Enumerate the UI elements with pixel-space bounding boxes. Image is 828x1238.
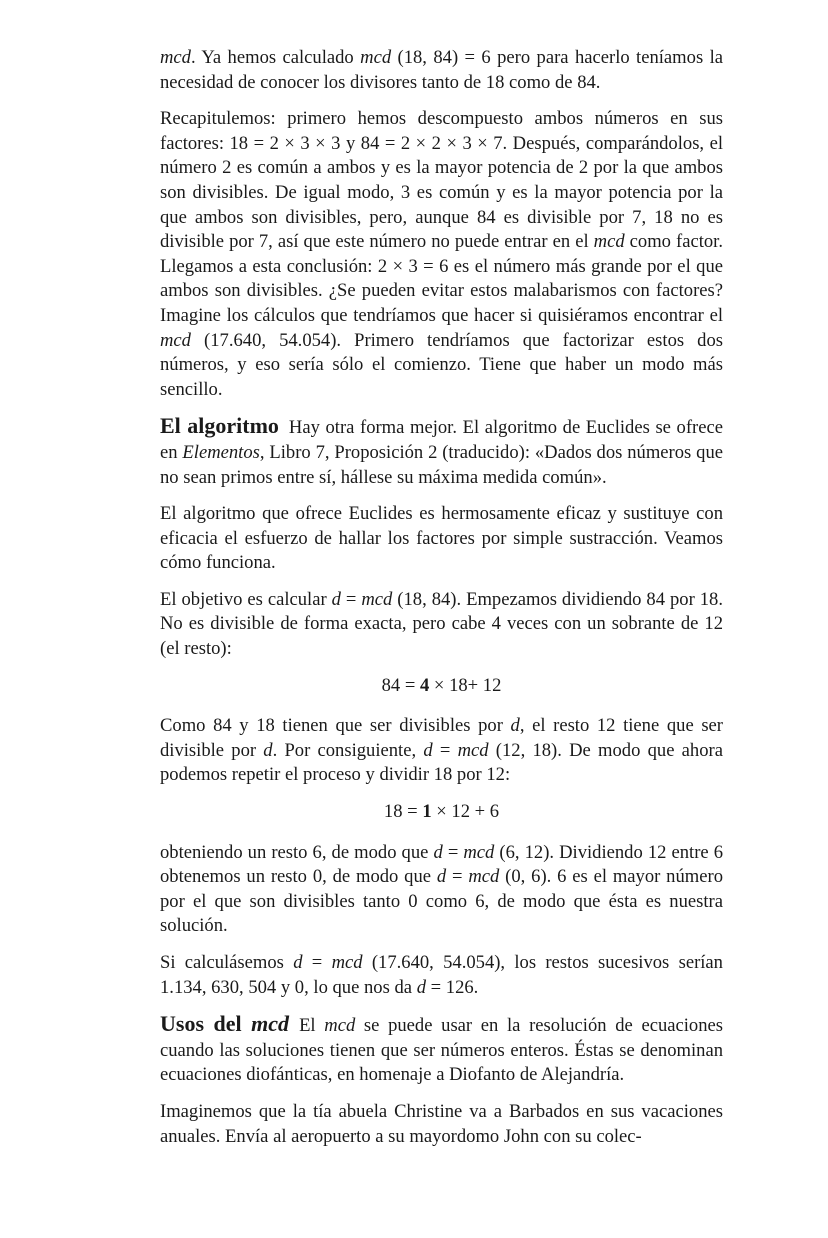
text-run: (17.640, 54.054), los restos sucesivos serían 1.134, 630, 504 y 0, lo que nos da	[160, 952, 723, 998]
italic-term: d	[510, 715, 520, 737]
text-run: = 126.	[425, 976, 479, 998]
paragraph-objective	[160, 588, 723, 662]
section-heading-algorithm: El algoritmo	[160, 413, 279, 439]
paragraph-algorithm	[160, 414, 723, 490]
italic-term: mcd	[463, 841, 495, 863]
paragraph-divisible	[160, 714, 723, 788]
text-run: como factor. Llegamos a esta conclusión: 2 × 3 = 6 es el número más grande por el que ambos son divisibles. ¿Se pueden evitar estos malabarismos con factores? Imagine los cálculos que tendríamos que hacer si quisiéramos encontrar el	[160, 231, 723, 326]
text-run: (12, 18). De modo que ahora podemos repetir el proceso y dividir 18 por 12:	[160, 739, 723, 786]
italic-term: Elementos	[182, 441, 260, 463]
text-run: Como 84 y 18 tienen que ser divisibles por	[160, 715, 511, 737]
text-run: . Ya hemos calculado	[190, 47, 361, 68]
text-run: . Por consiguiente,	[272, 739, 424, 761]
text-run: El objetivo es calcular	[160, 588, 332, 610]
italic-term: d	[433, 841, 443, 863]
text-run: , el resto 12 tiene que ser divisible por	[160, 715, 723, 761]
text-run: , Libro 7, Proposición 2 (traducido): «Dados dos números que no sean primos entre sí, hállese su máxima medida común».	[160, 441, 723, 488]
italic-term: d	[331, 588, 341, 610]
text-run: El algoritmo que ofrece Euclides es hermosamente eficaz y sustituye con eficacia el esfuerzo de hallar los factores por simple sustracción. Veamos cómo funciona.	[160, 503, 723, 574]
page-text	[160, 46, 723, 1161]
text-run: =	[302, 952, 332, 973]
section-heading-uses: Usos del mcd	[160, 1011, 290, 1037]
italic-term: d	[263, 739, 273, 761]
italic-term: mcd	[361, 588, 393, 610]
text-run: Imaginemos que la tía abuela Christine va a Barbados en sus vacaciones anuales. Envía al aeropuerto a su mayordomo John con su colec-	[160, 1100, 723, 1147]
text-run: =	[442, 841, 464, 863]
text-run: (0, 6). 6 es el mayor número por el que son divisibles tanto 0 como 6, de modo que ésta es nuestra solución.	[160, 866, 723, 937]
paragraph-large-example	[160, 951, 723, 1000]
paragraph-christine	[160, 1100, 723, 1149]
italic-term: d	[436, 866, 447, 888]
text-run: obteniendo un resto 6, de modo que	[160, 841, 434, 863]
italic-term: mcd	[593, 231, 625, 253]
italic-term: d	[293, 952, 303, 973]
paragraph-remainder	[160, 841, 723, 939]
italic-term: mcd	[331, 952, 363, 973]
italic-term: d	[423, 739, 433, 761]
text-run: (6, 12). Dividiendo 12 entre 6 obtenemos un resto 0, de modo que	[160, 841, 723, 888]
italic-term: mcd	[160, 329, 191, 351]
italic-term: mcd	[468, 866, 500, 888]
text-run: Recapitulemos: primero hemos descompuesto ambos números en sus factores: 18 = 2 × 3 × 3 y 84 = 2 × 2 × 3 × 7. Después, comparándolos, el número 2 es común a ambos y es la mayor potencia de 2 por la que ambos son divisibles. De igual modo, 3 es común y es la mayor potencia por la que ambos son divisibles, pero, aunque 84 es divisible por 7, 18 no es divisible por 7, así que este número no puede entrar en el	[160, 108, 723, 253]
text-run: (18, 84). Empezamos dividiendo 84 por 18. No es divisible de forma exacta, pero cabe 4 veces con un sobrante de 12 (el resto):	[160, 588, 723, 660]
text-run: (18, 84) = 6 pero para hacerlo teníamos la necesidad de conocer los divisores tanto de 18 como de 84.	[160, 47, 723, 93]
paragraph-recap	[160, 107, 723, 402]
text-run: se puede usar en la resolución de ecuaciones cuando las soluciones tienen que ser números enteros. Éstas se denominan ecuaciones diofánticas, en homenaje a Diofanto de Alejandría.	[160, 1015, 723, 1086]
equation-2: 18 = 1 × 12 + 6	[383, 801, 500, 823]
text-run: El	[299, 1015, 325, 1037]
paragraph-uses	[160, 1012, 723, 1088]
paragraph-intro	[160, 46, 723, 95]
text-run: =	[446, 866, 469, 888]
italic-term: d	[416, 976, 426, 998]
italic-term: mcd	[160, 47, 191, 68]
italic-term: mcd	[457, 739, 489, 761]
paragraph-euclid	[160, 502, 723, 576]
italic-term: mcd	[360, 47, 392, 68]
text-run: Si calculásemos	[160, 952, 294, 973]
equation-1: 84 = 4 × 18+ 12	[381, 674, 502, 696]
text-run: (17.640, 54.054). Primero tendríamos que factorizar estos dos números, y eso sería sólo el comienzo. Tiene que haber un modo más sencillo.	[160, 329, 723, 400]
text-run: =	[340, 588, 362, 610]
italic-term: mcd	[324, 1015, 356, 1037]
text-run: =	[432, 739, 458, 761]
text-run: Hay otra forma mejor. El algoritmo de Euclides se ofrece en	[160, 417, 723, 463]
